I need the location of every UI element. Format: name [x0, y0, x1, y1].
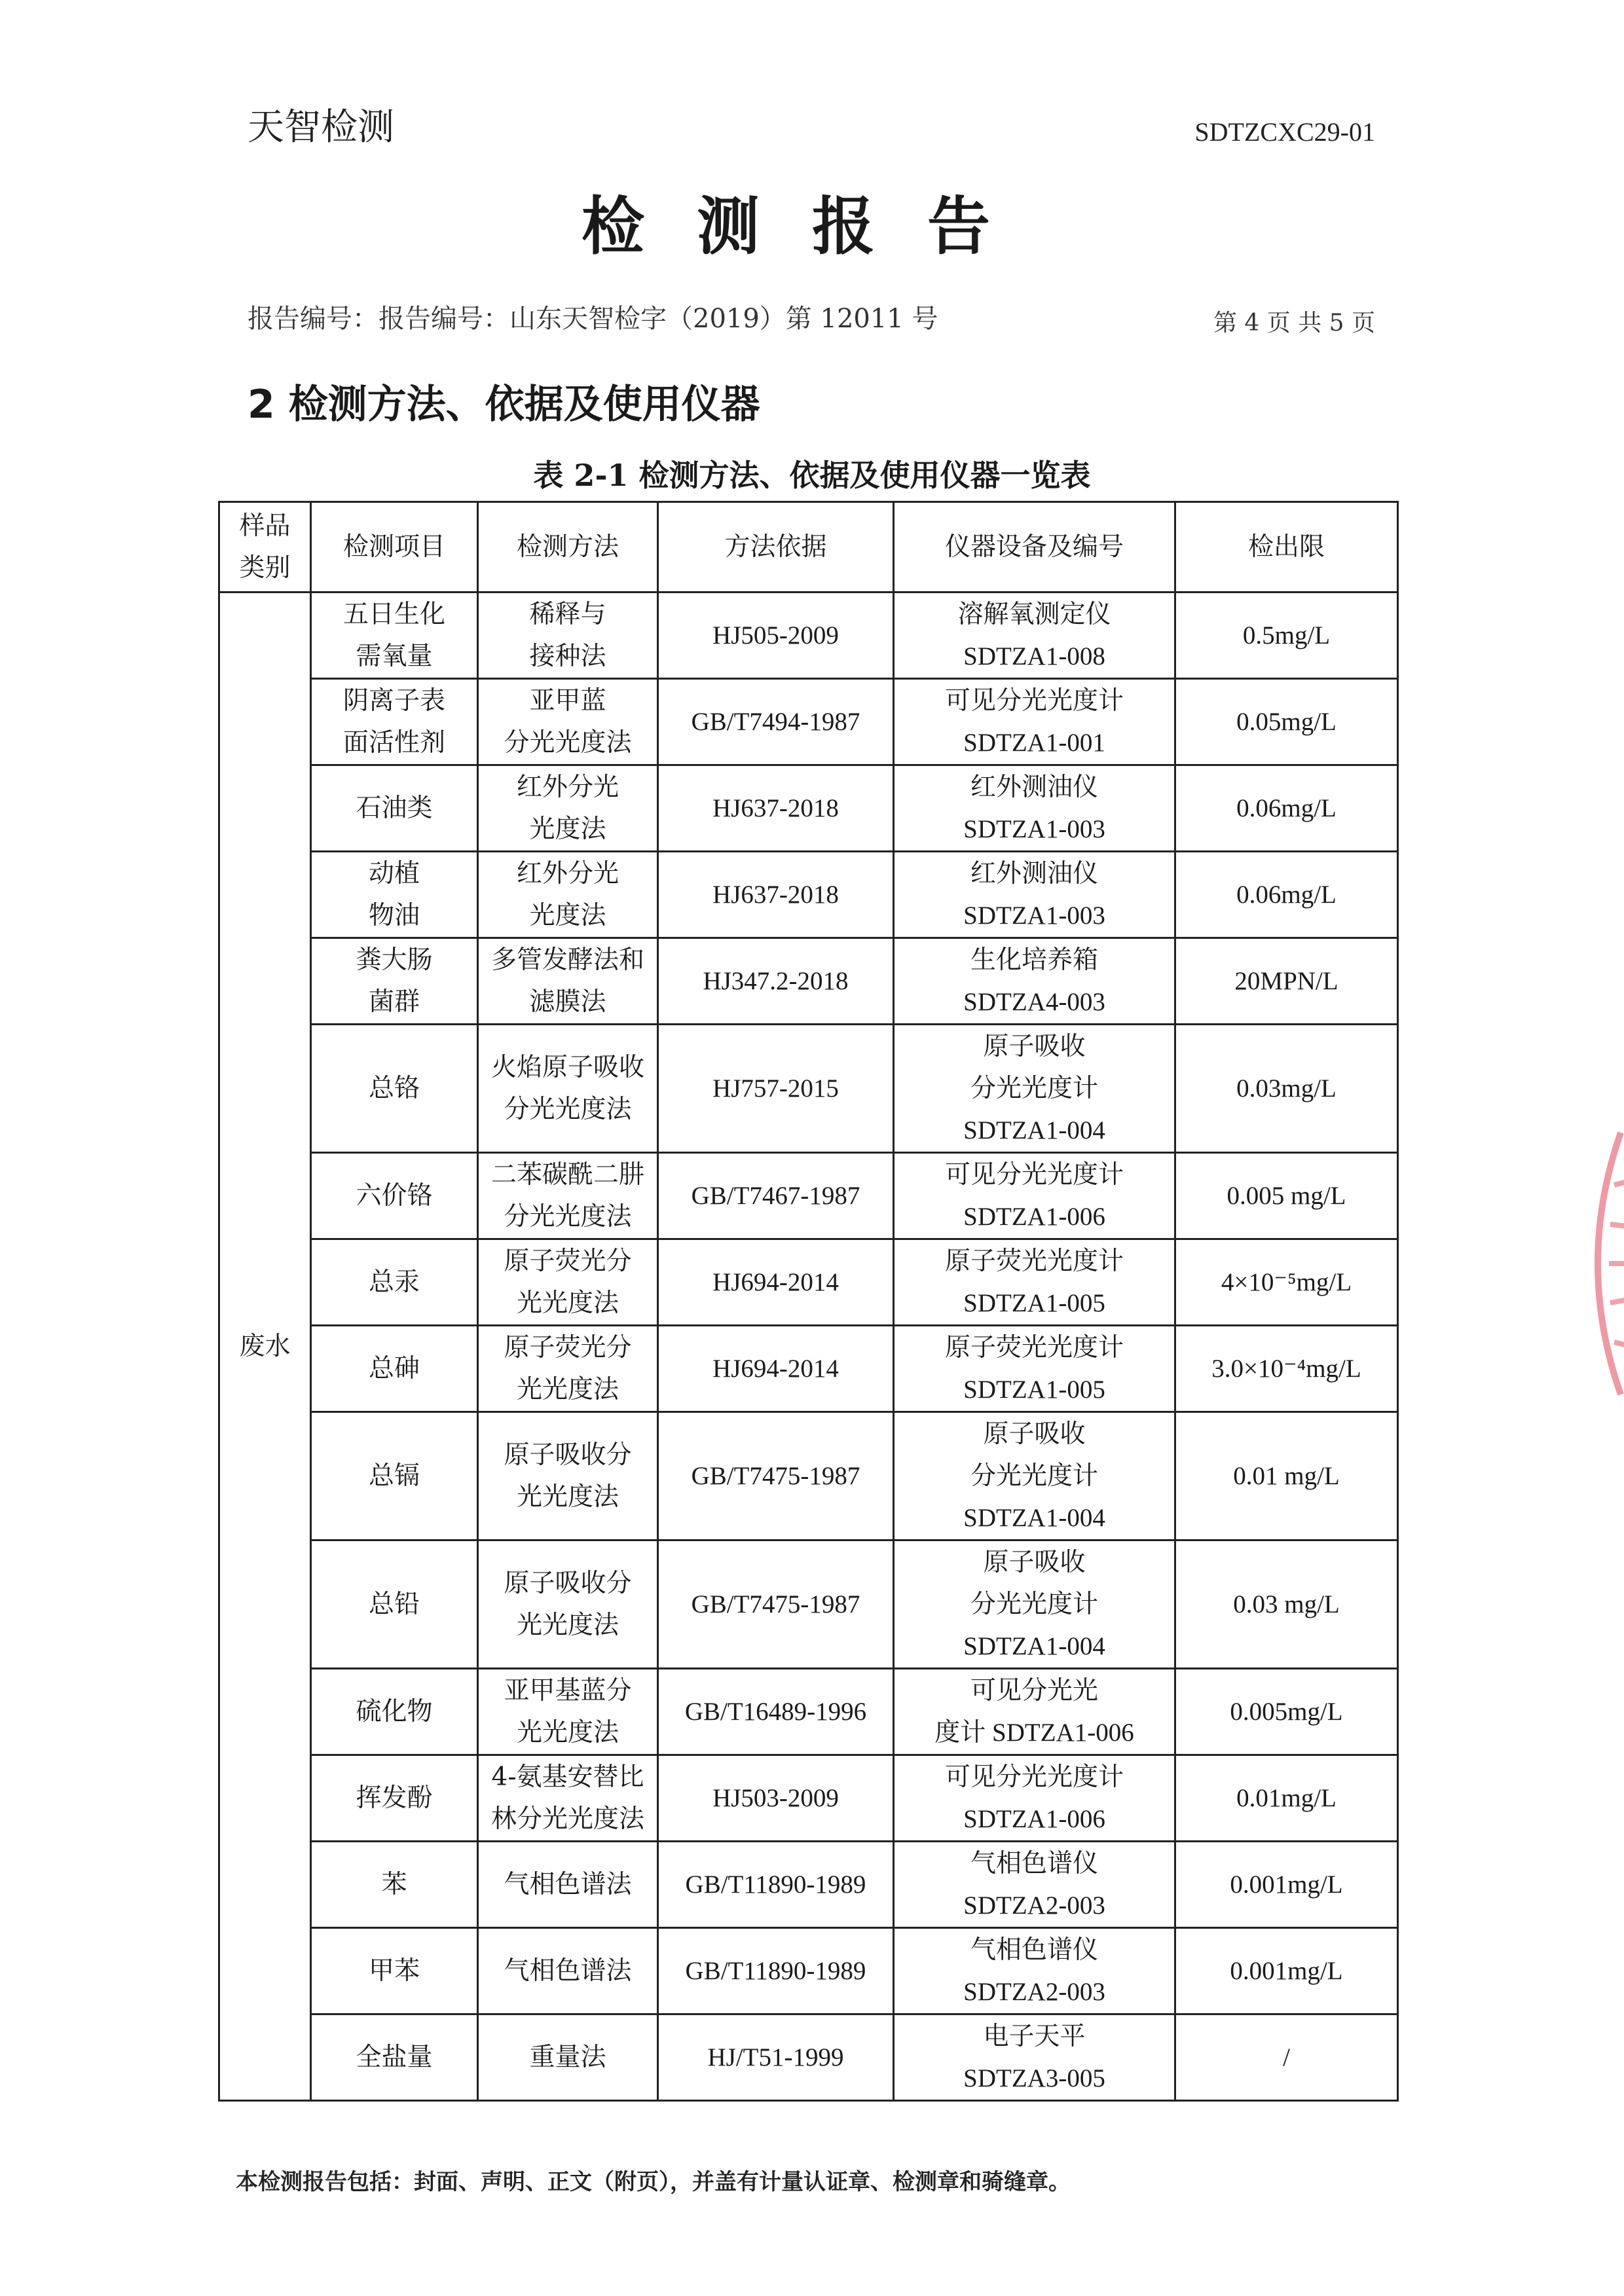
item-cell: 总汞 — [311, 1239, 478, 1326]
item-cell: 挥发酚 — [311, 1755, 478, 1842]
method-cell: 原子荧光分 光光度法 — [478, 1239, 658, 1326]
instrument-cell: 气相色谱仪 SDTZA2-003 — [894, 1842, 1175, 1928]
basis-cell: HJ347.2-2018 — [658, 938, 894, 1025]
item-cell: 六价铬 — [311, 1153, 478, 1239]
item-cell: 石油类 — [311, 765, 478, 852]
limit-cell: 0.01mg/L — [1175, 1755, 1398, 1842]
method-cell: 4-氨基安替比 林分光光度法 — [478, 1755, 658, 1842]
method-cell: 原子荧光分 光光度法 — [478, 1326, 658, 1412]
report-title: 检测报告 — [581, 190, 1043, 263]
item-cell: 硫化物 — [311, 1669, 478, 1755]
table-row — [219, 592, 1398, 679]
method-cell: 火焰原子吸收 分光光度法 — [478, 1025, 658, 1153]
basis-cell: GB/T7475-1987 — [658, 1412, 894, 1540]
company-name: 天智检测 — [248, 106, 394, 149]
limit-cell: 0.03mg/L — [1175, 1025, 1398, 1153]
instrument-cell: 可见分光光 度计 SDTZA1-006 — [894, 1669, 1175, 1755]
table-row — [219, 765, 1398, 852]
limit-cell: 4×10⁻⁵mg/L — [1175, 1239, 1398, 1326]
table-row — [219, 1025, 1398, 1153]
footer-note: 本检测报告包括：封面、声明、正文（附页），并盖有计量认证章、检测章和骑缝章。 — [236, 2169, 1071, 2195]
basis-cell: GB/T7494-1987 — [658, 679, 894, 765]
basis-cell: GB/T11890-1989 — [658, 1928, 894, 2014]
red-seal-stamp — [1568, 1126, 1624, 1401]
instrument-cell: 溶解氧测定仪 SDTZA1-008 — [894, 592, 1175, 679]
instrument-cell: 原子荧光光度计 SDTZA1-005 — [894, 1326, 1175, 1412]
item-cell: 动植 物油 — [311, 852, 478, 938]
limit-cell: 0.001mg/L — [1175, 1928, 1398, 2014]
basis-cell: HJ503-2009 — [658, 1755, 894, 1842]
method-table — [218, 501, 1399, 2102]
header-limit: 检出限 — [1175, 502, 1398, 592]
table-header-row — [219, 502, 1398, 592]
header-basis: 方法依据 — [658, 502, 894, 592]
instrument-cell: 电子天平 SDTZA3-005 — [894, 2014, 1175, 2101]
limit-cell: 0.005 mg/L — [1175, 1153, 1398, 1239]
table-row — [219, 852, 1398, 938]
method-cell: 气相色谱法 — [478, 1842, 658, 1928]
instrument-cell: 原子荧光光度计 SDTZA1-005 — [894, 1239, 1175, 1326]
method-cell: 亚甲蓝 分光光度法 — [478, 679, 658, 765]
table-row — [219, 1239, 1398, 1326]
item-cell: 全盐量 — [311, 2014, 478, 2101]
table-row — [219, 938, 1398, 1025]
limit-cell: 0.5mg/L — [1175, 592, 1398, 679]
basis-cell: HJ/T51-1999 — [658, 2014, 894, 2101]
basis-cell: GB/T7467-1987 — [658, 1153, 894, 1239]
basis-cell: HJ694-2014 — [658, 1239, 894, 1326]
limit-cell: 0.05mg/L — [1175, 679, 1398, 765]
page-indicator: 第 4 页 共 5 页 — [1213, 310, 1375, 337]
table-row — [219, 1928, 1398, 2014]
table-caption: 表 2-1 检测方法、依据及使用仪器一览表 — [533, 458, 1091, 493]
table-row — [219, 1669, 1398, 1755]
limit-cell: 0.06mg/L — [1175, 765, 1398, 852]
instrument-cell: 可见分光光度计 SDTZA1-006 — [894, 1153, 1175, 1239]
table-row — [219, 2014, 1398, 2101]
header-instrument: 仪器设备及编号 — [894, 502, 1175, 592]
basis-cell: HJ757-2015 — [658, 1025, 894, 1153]
limit-cell: 0.03 mg/L — [1175, 1540, 1398, 1669]
instrument-cell: 红外测油仪 SDTZA1-003 — [894, 765, 1175, 852]
item-cell: 粪大肠 菌群 — [311, 938, 478, 1025]
instrument-cell: 原子吸收 分光光度计 SDTZA1-004 — [894, 1540, 1175, 1669]
instrument-cell: 可见分光光度计 SDTZA1-006 — [894, 1755, 1175, 1842]
limit-cell: 20MPN/L — [1175, 938, 1398, 1025]
sample-category-cell: 废水 — [219, 592, 311, 2101]
basis-cell: GB/T16489-1996 — [658, 1669, 894, 1755]
instrument-cell: 生化培养箱 SDTZA4-003 — [894, 938, 1175, 1025]
report-number: 报告编号：报告编号：山东天智检字（2019）第 12011 号 — [248, 304, 938, 334]
limit-cell: 0.01 mg/L — [1175, 1412, 1398, 1540]
instrument-cell: 原子吸收 分光光度计 SDTZA1-004 — [894, 1025, 1175, 1153]
item-cell: 总砷 — [311, 1326, 478, 1412]
method-cell: 多管发酵法和 滤膜法 — [478, 938, 658, 1025]
item-cell: 总镉 — [311, 1412, 478, 1540]
table-row — [219, 1412, 1398, 1540]
basis-cell: GB/T11890-1989 — [658, 1842, 894, 1928]
table-row — [219, 1842, 1398, 1928]
table-row — [219, 1540, 1398, 1669]
instrument-cell: 可见分光光度计 SDTZA1-001 — [894, 679, 1175, 765]
basis-cell: HJ505-2009 — [658, 592, 894, 679]
method-cell: 红外分光 光度法 — [478, 852, 658, 938]
table-row — [219, 1153, 1398, 1239]
method-cell: 红外分光 光度法 — [478, 765, 658, 852]
method-cell: 气相色谱法 — [478, 1928, 658, 2014]
document-code: SDTZCXC29-01 — [1194, 117, 1375, 147]
table-row — [219, 1326, 1398, 1412]
instrument-cell: 原子吸收 分光光度计 SDTZA1-004 — [894, 1412, 1175, 1540]
limit-cell: 3.0×10⁻⁴mg/L — [1175, 1326, 1398, 1412]
limit-cell: 0.06mg/L — [1175, 852, 1398, 938]
limit-cell: 0.005mg/L — [1175, 1669, 1398, 1755]
basis-cell: HJ637-2018 — [658, 852, 894, 938]
item-cell: 总铬 — [311, 1025, 478, 1153]
header-item: 检测项目 — [311, 502, 478, 592]
method-cell: 亚甲基蓝分 光光度法 — [478, 1669, 658, 1755]
basis-cell: HJ637-2018 — [658, 765, 894, 852]
limit-cell: 0.001mg/L — [1175, 1842, 1398, 1928]
method-cell: 原子吸收分 光光度法 — [478, 1540, 658, 1669]
limit-cell: / — [1175, 2014, 1398, 2101]
instrument-cell: 气相色谱仪 SDTZA2-003 — [894, 1928, 1175, 2014]
basis-cell: GB/T7475-1987 — [658, 1540, 894, 1669]
item-cell: 总铅 — [311, 1540, 478, 1669]
item-cell: 苯 — [311, 1842, 478, 1928]
section-title: 2 检测方法、依据及使用仪器 — [248, 382, 760, 428]
item-cell: 五日生化 需氧量 — [311, 592, 478, 679]
instrument-cell: 红外测油仪 SDTZA1-003 — [894, 852, 1175, 938]
item-cell: 甲苯 — [311, 1928, 478, 2014]
basis-cell: HJ694-2014 — [658, 1326, 894, 1412]
header-category: 样品 类别 — [219, 502, 311, 592]
item-cell: 阴离子表 面活性剂 — [311, 679, 478, 765]
method-cell: 稀释与 接种法 — [478, 592, 658, 679]
table-row — [219, 679, 1398, 765]
method-cell: 重量法 — [478, 2014, 658, 2101]
table-row — [219, 1755, 1398, 1842]
method-cell: 二苯碳酰二肼 分光光度法 — [478, 1153, 658, 1239]
method-cell: 原子吸收分 光光度法 — [478, 1412, 658, 1540]
header-method: 检测方法 — [478, 502, 658, 592]
